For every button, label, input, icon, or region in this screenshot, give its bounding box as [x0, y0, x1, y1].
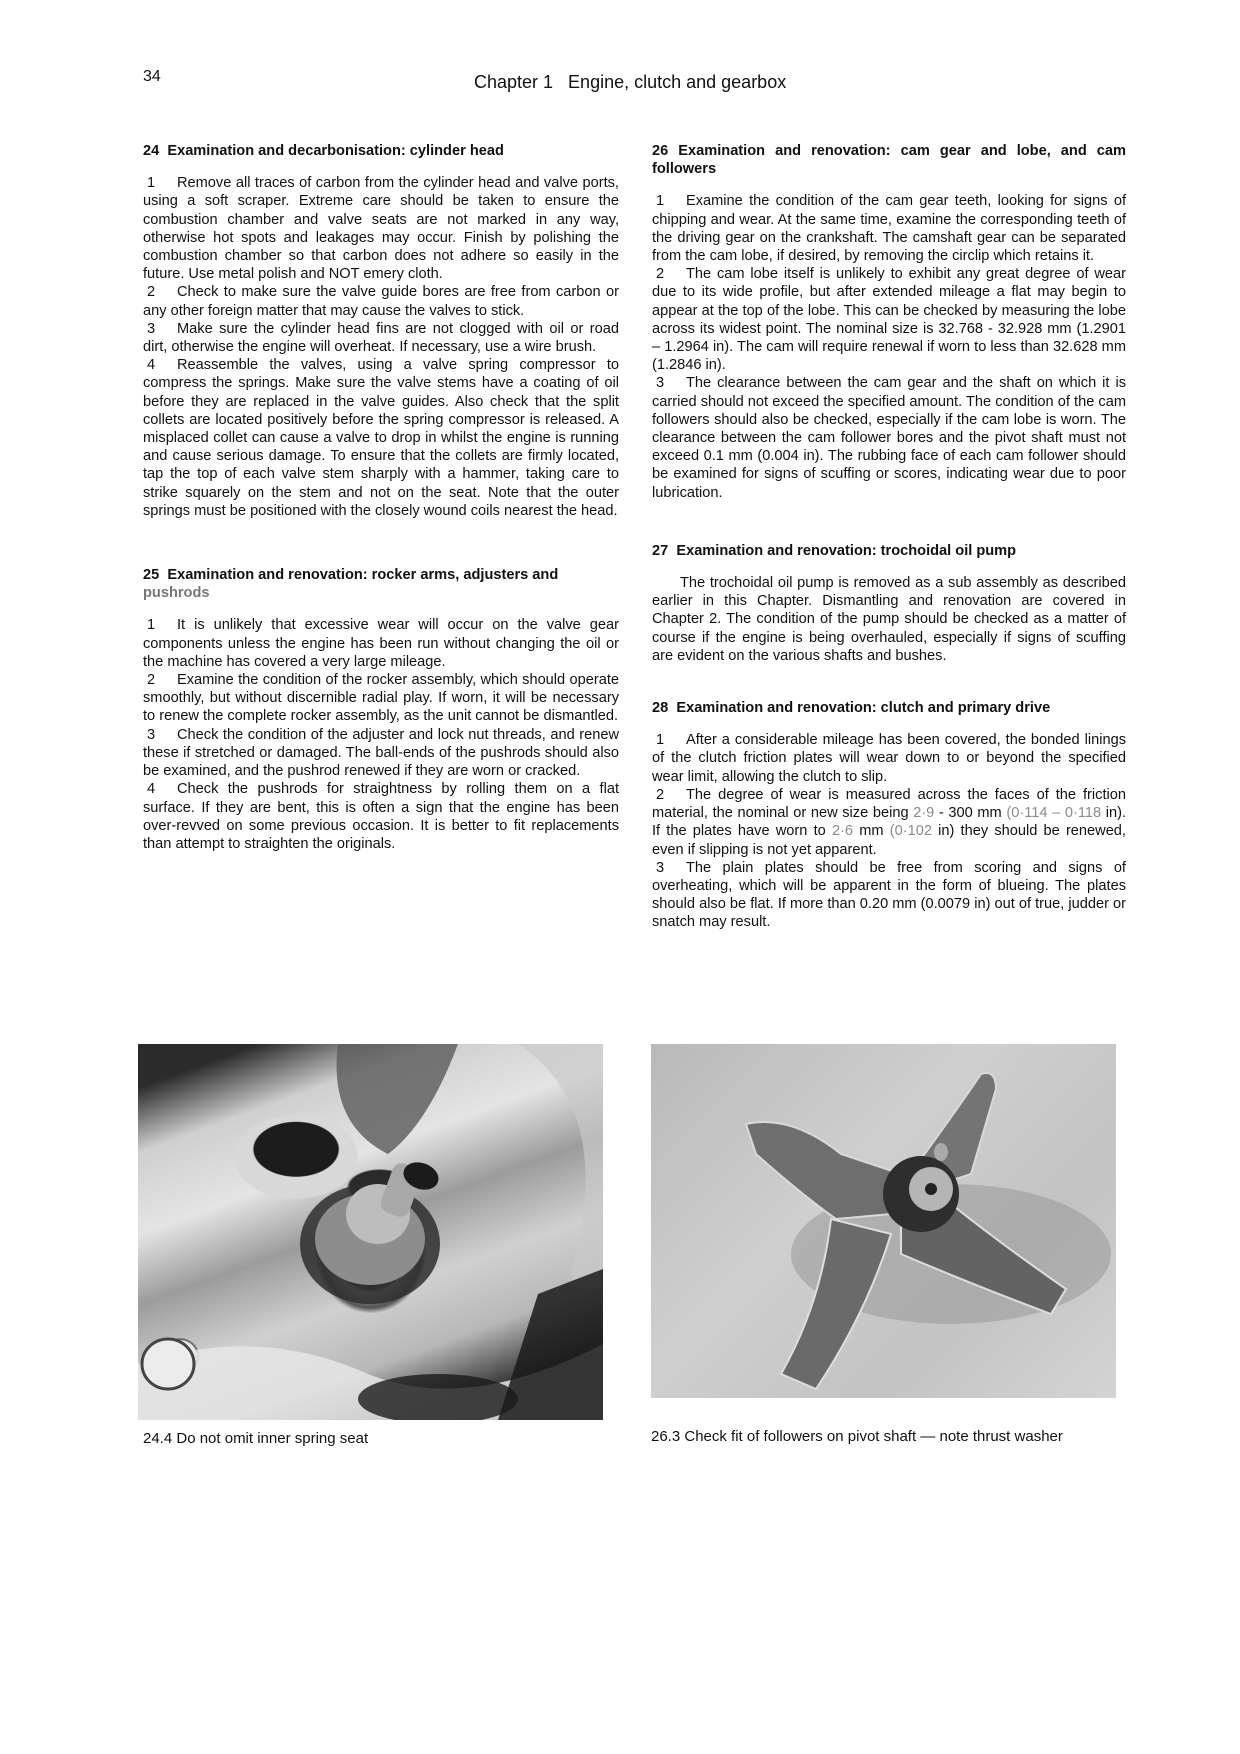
paragraph: 3 The plain plates should be free from scoring and signs of overheating, which will be apparent in the form of blueing. The plates should also be flat. If more than 0.20 mm (0.0079 in) out of true, judder or snatch may result.	[652, 859, 1126, 931]
paragraph: 1 After a considerable mileage has been covered, the bonded linings of the clutch friction plates will wear down to or beyond the specified wear limit, allowing the clutch to slip.	[652, 732, 1126, 785]
paragraph: 2 Check to make sure the valve guide bores are free from carbon or any other foreign matter that may cause the valves to stick.	[143, 284, 619, 319]
section-title: 25 Examination and renovation: rocker arms, adjusters and pushrods	[143, 567, 559, 602]
paragraph: The trochoidal oil pump is removed as a sub assembly as described earlier in this Chapter. Dismantling and renovation are covered in Chapter 2. The condition of the pump should be checked as a matter of course if the engine is being overhauled, especially if signs of scuffing are evident on the various shafts and bushes.	[652, 575, 1126, 664]
paragraph: 1 Examine the condition of the cam gear teeth, looking for signs of chipping and wear. At the same time, examine the corresponding teeth of the driving gear on the crankshaft. The camshaft gear can be separated from the cam lobe, if desired, by removing the circlip which retains it.	[652, 193, 1126, 265]
figure-caption-26-3: 26.3 Check fit of followers on pivot shaft — note thrust washer	[651, 1428, 1063, 1445]
paragraph: 3 Check the condition of the adjuster and lock nut threads, and renew these if stretched or damaged. The ball-ends of the pushrods should also be examined, and the pushrod renewed if they are worn or cracked.	[143, 726, 619, 780]
running-head: Chapter 1 Engine, clutch and gearbox	[474, 72, 787, 92]
paragraph: 2 The degree of wear is measured across the faces of the friction material, the nominal or new size being 2·9 - 300 mm (0·114 – 0·118 in). If the plates have worn to 2·6 mm (0·102 in) they should be renewed, even if slipping is not yet apparent.	[652, 786, 1126, 858]
paragraph: 2 The cam lobe itself is unlikely to exhibit any great degree of wear due to its wide profile, but after extended mileage a flat may begin to appear at the top of the lobe. This can be checked by measuring the lobe across its widest point. The nominal size is 32.768 - 32.928 mm (1.2901 – 1.2964 in). The cam will require renewal if worn to less than 32.628 mm (1.2846 in).	[652, 266, 1126, 374]
page-number: 34	[143, 68, 161, 85]
paragraph: 1 Remove all traces of carbon from the cylinder head and valve ports, using a soft scraper. Extreme care should be taken to ensure the combustion chamber and valve seats are not marked in any way, otherwise hot spots and leakages may occur. Finish by polishing the combustion chamber so that carbon does not adhere so easily in the future. Use metal polish and NOT emery cloth.	[143, 175, 619, 283]
section-28	[652, 699, 1126, 931]
section-title: 27 Examination and renovation: trochoidal oil pump	[652, 542, 1017, 559]
right-column	[652, 142, 1126, 932]
section-27	[652, 542, 1126, 665]
section-title: 28 Examination and renovation: clutch and primary drive	[652, 700, 1051, 717]
section-title: 26 Examination and renovation: cam gear and lobe, and cam followers	[652, 143, 1126, 178]
cylinder-head-illustration	[138, 1044, 603, 1420]
paragraph: 1 It is unlikely that excessive wear will occur on the valve gear components unless the engine has been run without changing the oil or the machine has covered a very large mileage.	[143, 617, 619, 670]
section-26	[652, 142, 1126, 502]
photo-cylinder-head-valve-spring-seat	[138, 1044, 603, 1420]
figure-caption-24-4: 24.4 Do not omit inner spring seat	[143, 1430, 369, 1447]
paragraph: 3 Make sure the cylinder head fins are not clogged with oil or road dirt, otherwise the engine will overheat. If necessary, use a wire brush.	[143, 320, 619, 356]
left-column	[143, 142, 619, 853]
section-24	[143, 142, 619, 520]
photo-cam-followers-pivot-shaft	[651, 1044, 1116, 1398]
paragraph: 4 Reassemble the valves, using a valve spring compressor to compress the springs. Make sure the valve stems have a coating of oil before they are replaced in the valve guides. Also check that the split collets are located positively before the spring compressor is released. A misplaced collet can cause a valve to drop in whilst the engine is running and cause serious damage. To ensure that the collets are firmly located, tap the top of each valve stem sharply with a hammer, taking care to strike squarely on the stem and not on the seat. Note that the outer springs must be positioned with the closely wound coils nearest the head.	[143, 357, 619, 519]
paragraph: 2 Examine the condition of the rocker assembly, which should operate smoothly, but without discernible radial play. If worn, it will be necessary to renew the complete rocker assembly, as the unit cannot be dismantled.	[143, 672, 619, 725]
section-25	[143, 566, 619, 853]
cam-follower-illustration	[651, 1044, 1116, 1398]
paragraph: 3 The clearance between the cam gear and the shaft on which it is carried should not exceed the specified amount. The condition of the cam followers should also be checked, especially if the cam lobe is worn. The clearance between the cam follower bores and the pivot shaft must not exceed 0.1 mm (0.004 in). The rubbing face of each cam follower should be examined for signs of scuffing or scores, indicating wear due to poor lubrication.	[652, 375, 1126, 501]
section-title: 24 Examination and decarbonisation: cylinder head	[143, 143, 504, 159]
paragraph: 4 Check the pushrods for straightness by rolling them on a flat surface. If they are bent, this is often a sign that the engine has been over-revved on some previous occasion. It is better to fit replacements than attempt to straighten the originals.	[143, 781, 619, 852]
